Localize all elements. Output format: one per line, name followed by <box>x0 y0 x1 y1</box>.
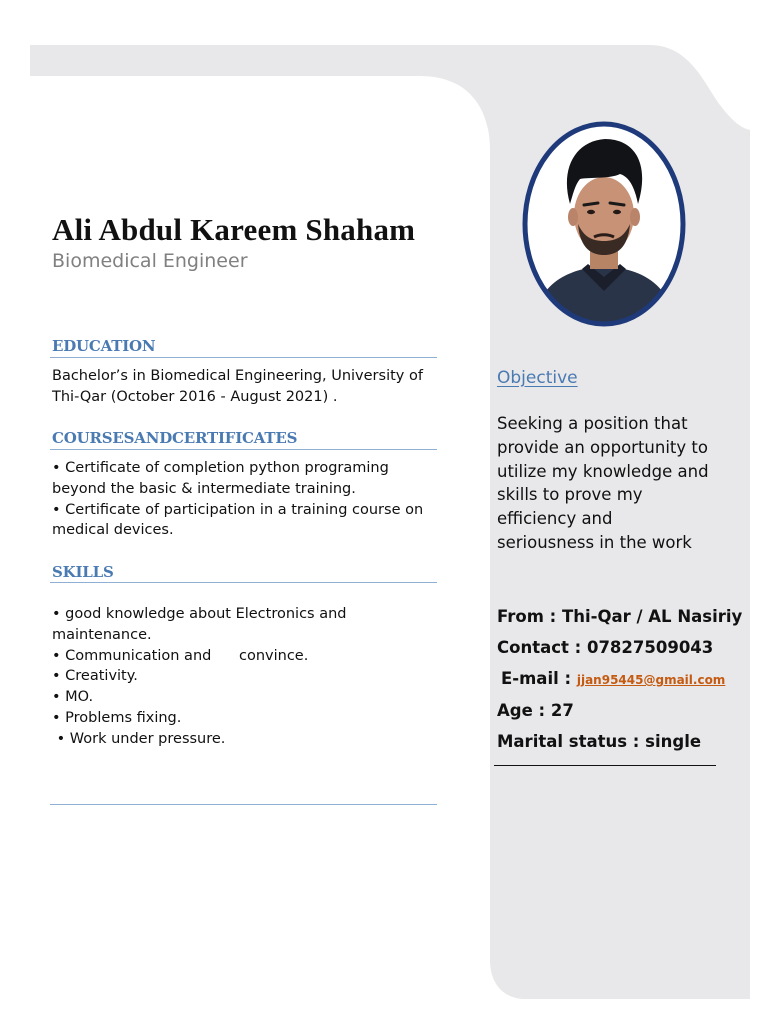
courses-heading: COURSESANDCERTIFICATES <box>52 429 298 447</box>
objective-line: efficiency and <box>497 509 613 529</box>
skills-divider <box>50 582 437 583</box>
profile-photo <box>520 119 688 329</box>
education-text <box>52 366 442 408</box>
bottom-divider <box>50 804 437 805</box>
job-title: Biomedical Engineer <box>52 250 248 272</box>
contact-info: Contact : 07827509043 <box>497 638 714 657</box>
objective-line: utilize my knowledge and <box>497 461 709 481</box>
email-row <box>501 669 725 688</box>
skills-line: maintenance. <box>52 626 152 643</box>
objective-line: provide an opportunity to <box>497 437 708 457</box>
age-info: Age : 27 <box>497 701 574 720</box>
skills-line: • MO. <box>52 689 94 706</box>
skills-line: • Creativity. <box>52 668 138 685</box>
skills-line: • good knowledge about Electronics and <box>52 606 347 622</box>
courses-line: • Certificate of participation in a training course on <box>52 501 424 518</box>
objective-line: skills to prove my <box>497 485 643 505</box>
sidebar-divider <box>494 765 716 766</box>
courses-line: beyond the basic & intermediate training. <box>52 480 356 497</box>
objective-heading: Objective <box>497 368 578 388</box>
education-heading: EDUCATION <box>52 337 156 355</box>
skills-line: • Work under pressure. <box>52 730 226 747</box>
courses-text <box>52 458 442 541</box>
email-label: E-mail : <box>501 669 572 688</box>
courses-divider <box>50 449 437 450</box>
skills-line: • Problems fixing. <box>52 709 182 726</box>
courses-line: medical devices. <box>52 522 174 539</box>
from-info: From : Thi-Qar / AL Nasiriy <box>497 607 743 626</box>
candidate-name: Ali Abdul Kareem Shaham <box>52 212 416 247</box>
skills-heading: SKILLS <box>52 563 114 581</box>
education-line: Thi-Qar (October 2016 - August 2021) . <box>52 388 338 405</box>
email-link[interactable]: jjan95445@gmail.com <box>576 673 726 687</box>
objective-line: seriousness in the work <box>497 532 692 552</box>
courses-line: • Certificate of completion python programing <box>52 460 389 476</box>
education-divider <box>50 357 437 358</box>
objective-text <box>497 412 737 555</box>
objective-line: Seeking a position that <box>497 414 688 433</box>
skills-line: • Communication and convince. <box>52 647 309 664</box>
skills-text <box>52 604 442 750</box>
marital-status-info: Marital status : single <box>497 732 702 751</box>
education-line: Bachelor’s in Biomedical Engineering, University of <box>52 368 423 384</box>
